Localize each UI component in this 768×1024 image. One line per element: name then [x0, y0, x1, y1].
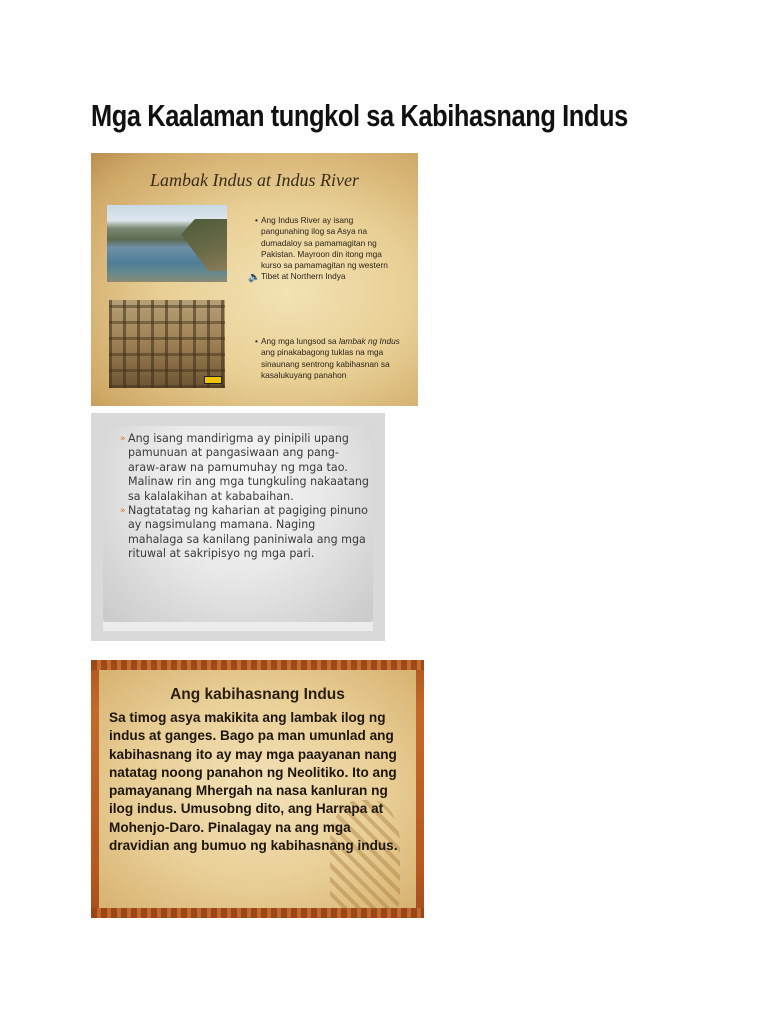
slide-title: Lambak Indus at Indus River [150, 170, 359, 190]
slide-lambak-indus [91, 153, 418, 406]
bullet-text-italic: lambak ng Indus [338, 336, 400, 346]
slide-text [120, 432, 370, 562]
slide-title: Ang kabihasnang Indus [170, 686, 345, 703]
slide-kabihasnang-indus [91, 660, 424, 918]
paragraph-text: Ang isang mandirigma ay pinipili upang pamunuan at pangasiwaan ang pang-araw-araw na pamumuhay ng mga tao. [128, 432, 349, 474]
border-pattern-top [91, 660, 424, 670]
indus-river-photo [107, 205, 227, 282]
slide-mandirigma [91, 413, 385, 641]
bullet-mark: » [120, 434, 126, 444]
bullet-text: Ang Indus River ay isang pangunahing ilog sa Asya na dumadaloy sa pamamagitan ng Pakistan. Mayroon din itong mga kurso sa pamamagitan ng western Tibet at Northern Indya [261, 215, 388, 282]
speaker-icon[interactable]: 🔈 [248, 272, 261, 283]
slide-footer [103, 622, 373, 631]
slide-panel [103, 426, 373, 622]
bullet-mark: » [120, 506, 126, 517]
paragraph [120, 475, 370, 504]
bullet-lungsod [255, 336, 403, 381]
bullet-indus-river [255, 215, 403, 283]
bullet-mark: • [255, 336, 258, 346]
bullet-mark: • [255, 215, 258, 225]
slide-body: Sa timog asya makikita ang lambak ilog ng indus at ganges. Bago pa man umunlad ang kabihasnang ito ay may mga paayanan nang natatag noong panahon ng Neolitiko. Ito ang pamayanang Mhergah na nasa kanluran ng ilog indus. Umusobng dito, ang Harrapa at Mohenjo-Daro. Pinalagay na ang mga dravidian ang bumuo ng kabihasnang indus. [109, 710, 398, 854]
ruins-photo [109, 300, 225, 388]
paragraph-text: Malinaw rin ang mga tungkuling nakaatang sa kalalakihan at kababaihan. [128, 475, 369, 503]
paragraph-text: Nagtatatag ng kaharian at pagiging pinuno ay nagsimulang mamana. Naging mahalaga sa kanilang paniniwala ang mga rituwal at sakripisyo ng mga pari. [128, 504, 368, 561]
paragraph [120, 432, 370, 475]
bullet-text-prefix: Ang mga lungsod sa [261, 336, 339, 346]
bullet-text-suffix: ang pinakabagong tuklas na mga sinaunang sentrong kabihasnan sa kasalukuyang panahon [261, 347, 390, 380]
document-title: Mga Kaalaman tungkol sa Kabihasnang Indus [91, 98, 628, 133]
paragraph [120, 504, 370, 562]
